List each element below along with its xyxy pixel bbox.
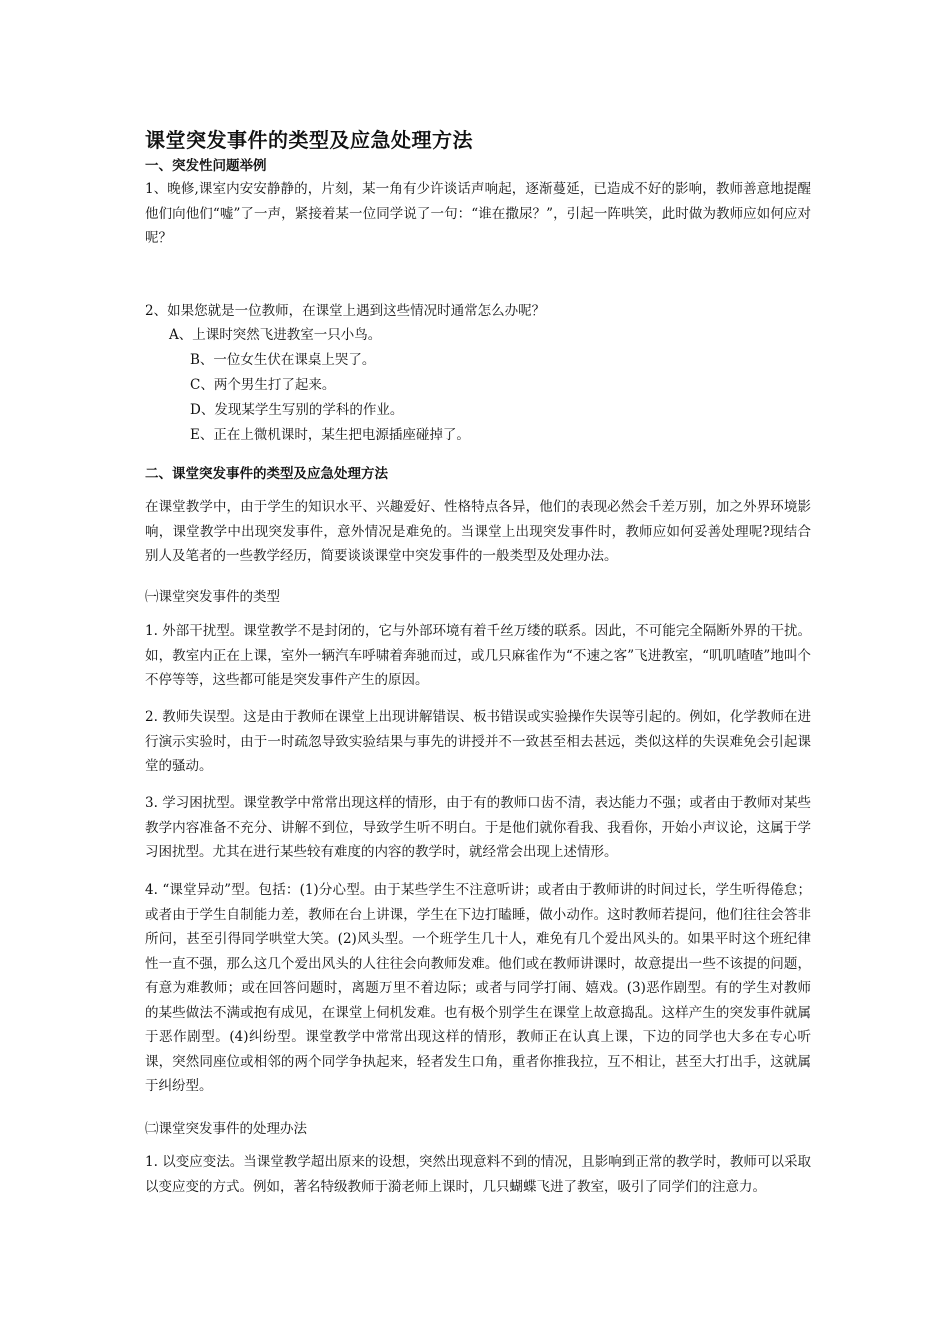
subsection-types-heading: ㈠课堂突发事件的类型 <box>145 589 280 605</box>
option-c: C、两个男生打了起来。 <box>190 377 336 393</box>
option-a: A、上课时突然飞进教室一只小鸟。 <box>169 327 382 343</box>
page-title: 课堂突发事件的类型及应急处理方法 <box>145 128 473 152</box>
type-item-2: 2. 教师失误型。这是由于教师在课堂上出现讲解错误、板书错误或实验操作失误等引起的。例如，化学教师在进行演示实验时，由于一时疏忽导致实验结果与事先的讲授并不一致甚至相去甚远，类似这样的失误难免会引起课堂的骚动。 <box>145 709 811 774</box>
question-2: 2、如果您就是一位教师，在课堂上遇到这些情况时通常怎么办呢？ <box>145 303 546 319</box>
subsection-methods-heading: ㈡课堂突发事件的处理办法 <box>145 1121 307 1137</box>
type-item-1: 1. 外部干扰型。课堂教学不是封闭的，它与外部环境有着千丝万缕的联系。因此，不可能完全隔断外界的干扰。如，教室内正在上课，室外一辆汽车呼啸着奔驰而过，或几只麻雀作为“不速之客”飞进教室，“叽叽喳喳”地叫个不停等等，这些都可能是突发事件产生的原因。 <box>145 623 811 688</box>
question-1: 1、晚修,课室内安安静静的，片刻，某一角有少许谈话声响起，逐渐蔓延，已造成不好的影响，教师善意地提醒他们向他们“嘘”了一声，紧接着某一位同学说了一句：“谁在撒尿？”，引起一阵哄笑，此时做为教师应如何应对呢？ <box>145 181 811 246</box>
section2-heading: 二、课堂突发事件的类型及应急处理方法 <box>145 466 388 482</box>
type-item-3: 3. 学习困扰型。课堂教学中常常出现这样的情形，由于有的教师口齿不清，表达能力不强；或者由于教师对某些教学内容准备不充分、讲解不到位，导致学生听不明白。于是他们就你看我、我看你，开始小声议论，这属于学习困扰型。尤其在进行某些较有难度的内容的教学时，就经常会出现上述情形。 <box>145 795 811 860</box>
option-b: B、一位女生伏在课桌上哭了。 <box>190 352 376 368</box>
method-item-1: 1. 以变应变法。当课堂教学超出原来的设想，突然出现意料不到的情况，且影响到正常的教学时，教师可以采取以变应变的方式。例如，著名特级教师于漪老师上课时，几只蝴蝶飞进了教室，吸引了同学们的注意力。 <box>145 1154 811 1195</box>
option-e: E、正在上微机课时，某生把电源插座碰掉了。 <box>190 427 470 443</box>
section2-intro: 在课堂教学中，由于学生的知识水平、兴趣爱好、性格特点各异，他们的表现必然会千差万别，加之外界环境影响，课堂教学中出现突发事件，意外情况是难免的。当课堂上出现突发事件时，教师应如何妥善处理呢?现结合别人及笔者的一些教学经历，简要谈谈课堂中突发事件的一般类型及处理办法。 <box>145 499 811 564</box>
type-item-4: 4. “课堂异动”型。包括：(1)分心型。由于某些学生不注意听讲；或者由于教师讲的时间过长，学生听得倦怠；或者由于学生自制能力差，教师在台上讲课，学生在下边打瞌睡，做小动作。这时教师若提问，他们往往会答非所问，甚至引得同学哄堂大笑。(2)风头型。一个班学生几十人，难免有几个爱出风头的。如果平时这个班纪律性一直不强，那么这几个爱出风头的人往往会向教师发难。他们或在教师讲课时，故意提出一些不该提的问题，有意为难教师；或在回答问题时，离题万里不着边际；或者与同学打闹、嬉戏。(3)恶作剧型。有的学生对教师的某些做法不满或抱有成见，在课堂上伺机发难。也有极个别学生在课堂上故意捣乱。这样产生的突发事件就属于恶作剧型。(4)纠纷型。课堂教学中常常出现这样的情形，教师正在认真上课，下边的同学也大多在专心听课，突然同座位或相邻的两个同学争执起来，轻者发生口角，重者你推我拉，互不相让，甚至大打出手，这就属于纠纷型。 <box>145 882 811 1094</box>
section1-heading: 一、突发性问题举例 <box>145 158 267 174</box>
option-d: D、发现某学生写别的学科的作业。 <box>190 402 404 418</box>
